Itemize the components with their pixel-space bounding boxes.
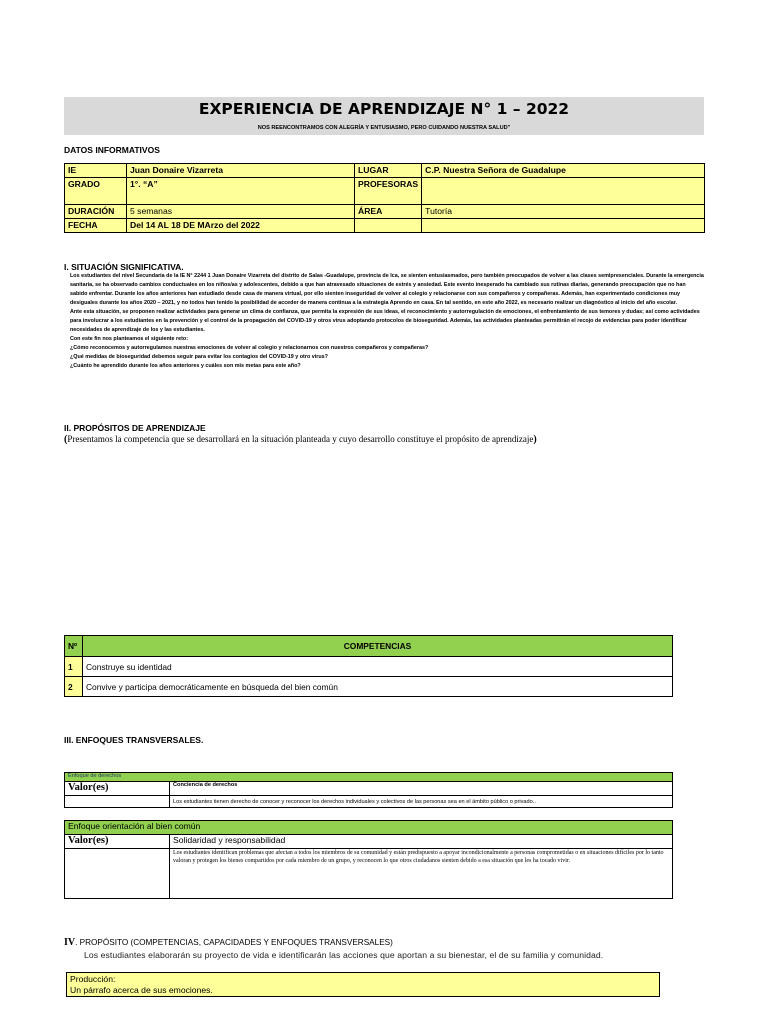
competencia-text: Construye su identidad bbox=[83, 657, 673, 677]
area-label: ÁREA bbox=[355, 205, 422, 219]
produccion-value: Un párrafo acerca de sus emociones. bbox=[70, 985, 213, 995]
fecha-value: Del 14 AL 18 DE MArzo del 2022 bbox=[127, 219, 355, 233]
proposito-text: Los estudiantes elaborarán su proyecto de vida e identificarán las acciones que aportan a su bienestar, el de su familia y comunidad. bbox=[84, 950, 604, 960]
proposito-heading bbox=[64, 937, 393, 948]
enfoques-heading: III. ENFOQUES TRANSVERSALES. bbox=[64, 735, 204, 745]
propositos-note bbox=[64, 434, 537, 445]
ie-value: Juan Donaire Vizarreta bbox=[127, 164, 355, 178]
fecha-label: FECHA bbox=[65, 219, 127, 233]
grado-value: 1°. “A” bbox=[127, 178, 355, 205]
competencia-num: 2 bbox=[65, 677, 83, 697]
enfoque-bien-comun-title: Enfoque orientación al bien común bbox=[65, 821, 673, 835]
open-paren: ( bbox=[64, 434, 68, 445]
empty-cell bbox=[65, 796, 170, 808]
situacion-question-2: ¿Qué medidas de bioseguridad debemos seguir para evitar los contagios del COVID-19 y otro virus? bbox=[70, 354, 328, 360]
valor-solidaridad: Solidaridad y responsabilidad bbox=[170, 835, 673, 849]
competencia-num: 1 bbox=[65, 657, 83, 677]
fecha-empty-cell-2 bbox=[422, 219, 705, 233]
title-band bbox=[64, 97, 704, 135]
enfoque-bien-comun-table bbox=[64, 820, 673, 899]
situacion-question-3: ¿Cuánto he aprendido durante los años anteriores y cuáles son mis metas para este año? bbox=[70, 363, 301, 369]
duracion-value: 5 semanas bbox=[127, 205, 355, 219]
competencias-header: COMPETENCIAS bbox=[83, 636, 673, 657]
situacion-paragraph-3: Con este fin nos planteamos el siguiente reto: bbox=[70, 336, 189, 342]
enfoque-derechos-description: Los estudiantes tienen derecho de conocer y reconocer los derechos individuales y colectivos de las personas sea en el ámbito público o privado.. bbox=[170, 796, 673, 808]
datos-heading: DATOS INFORMATIVOS bbox=[64, 145, 160, 155]
lugar-label: LUGAR bbox=[355, 164, 422, 178]
propositos-heading: II. PROPÓSITOS DE APRENDIZAJE bbox=[64, 423, 206, 433]
duracion-label: DURACIÓN bbox=[65, 205, 127, 219]
enfoque-derechos-table bbox=[64, 772, 673, 808]
lugar-value: C.P. Nuestra Señora de Guadalupe bbox=[422, 164, 705, 178]
profesoras-label: PROFESORAS bbox=[355, 178, 422, 205]
fecha-empty-cell bbox=[355, 219, 422, 233]
grado-label: GRADO bbox=[65, 178, 127, 205]
area-value: Tutoría bbox=[422, 205, 705, 219]
produccion-box bbox=[66, 972, 660, 997]
competencias-table bbox=[64, 635, 673, 697]
proposito-heading-text: . PROPÓSITO (COMPETENCIAS, CAPACIDADES Y ENFOQUES TRANSVERSALES) bbox=[75, 938, 393, 947]
situacion-body bbox=[70, 272, 704, 371]
empty-cell bbox=[65, 849, 170, 899]
competencias-num-header: Nº bbox=[65, 636, 83, 657]
document-subtitle: NOS REENCONTRAMOS CON ALEGRÍA Y ENTUSIASMO, PERO CUIDANDO NUESTRA SALUD" bbox=[257, 125, 511, 131]
valores-label: Valor(es) bbox=[65, 782, 170, 796]
info-table bbox=[64, 163, 705, 233]
close-paren: ) bbox=[533, 434, 537, 445]
valores-label: Valor(es) bbox=[65, 835, 170, 849]
valor-conciencia-derechos: Conciencia de derechos bbox=[170, 782, 673, 796]
profesoras-value bbox=[422, 178, 705, 205]
roman-numeral: IV bbox=[64, 937, 76, 948]
situacion-question-1: ¿Cómo reconocemos y autorregulamos nuestras emociones de volver al colegio y relacionarnos con nuestros compañeros y compañeras? bbox=[70, 345, 429, 351]
produccion-label: Producción: bbox=[70, 974, 116, 984]
enfoque-bien-comun-description: Los estudiantes identifican problemas que afectan a todos los miembros de su comunidad y están predispuesto a apoyar incondicionalmente a personas comprometidas o en situaciones difíciles por lo tanto valoran y protegen los bienes compartidos por cada miembro de un grupo, y reconocen lo que otros ciudadanos sienten debido a esa situación que les ha tocado vivir. bbox=[170, 849, 673, 899]
document-title: EXPERIENCIA DE APRENDIZAJE N° 1 – 2022 bbox=[198, 100, 570, 118]
situacion-paragraph-1: Los estudiantes del nivel Secundaria de la IE N° 2244 1 Juan Donaire Vizarreta del distrito de Salas -Guadalupe, provincia de Ica, se sienten entusiasmados, pero también preocupados de volver a las clases semipresenciales. Durante la emergencia sanitaria, se ha observado cambios conductuales en los niños/as y adolescentes, debido a que han atravesado situaciones de estrés y ansiedad. Este evento inesperado ha cambiado sus rutinas diarias, generando preocupación que no han sabido enfrentar. Durante los años anteriores han estudiado desde casa de manera virtual, por ello sienten inseguridad de volver al colegio y relacionarse con sus compañeros y compañeras. Además, han experimentado condiciones muy desiguales durante los años 2020 – 2021, y no todos han tenido la posibilidad de acceder de manera continua a la estrategia Aprendo en casa. En tal sentido, en este año 2022, es necesario realizar un diagnóstico al inicio del año escolar. bbox=[70, 273, 704, 306]
situacion-paragraph-2: Ante esta situación, se proponen realizar actividades para generar un clima de confianza, que permita la expresión de sus ideas, el reconocimiento y autorregulación de emociones, el enfrentamiento de sus temores y dudas; así como actividades para involucrar a los estudiantes en la prevención y el control de la propagación del COVID-19 y otros virus adoptando protocolos de bioseguridad. Además, las actividades planteadas permitirán el recojo de evidencias para poder identificar necesidades de aprendizaje de los y las estudiantes. bbox=[70, 309, 700, 333]
enfoque-derechos-title: Enfoque de derechos bbox=[65, 773, 673, 782]
ie-label: IE bbox=[65, 164, 127, 178]
competencia-text: Convive y participa democráticamente en búsqueda del bien común bbox=[83, 677, 673, 697]
situacion-heading: I. SITUACIÓN SIGNIFICATIVA. bbox=[64, 262, 184, 272]
propositos-note-text: Presentamos la competencia que se desarrollará en la situación planteada y cuyo desarrollo constituye el propósito de aprendizaje bbox=[67, 434, 534, 444]
